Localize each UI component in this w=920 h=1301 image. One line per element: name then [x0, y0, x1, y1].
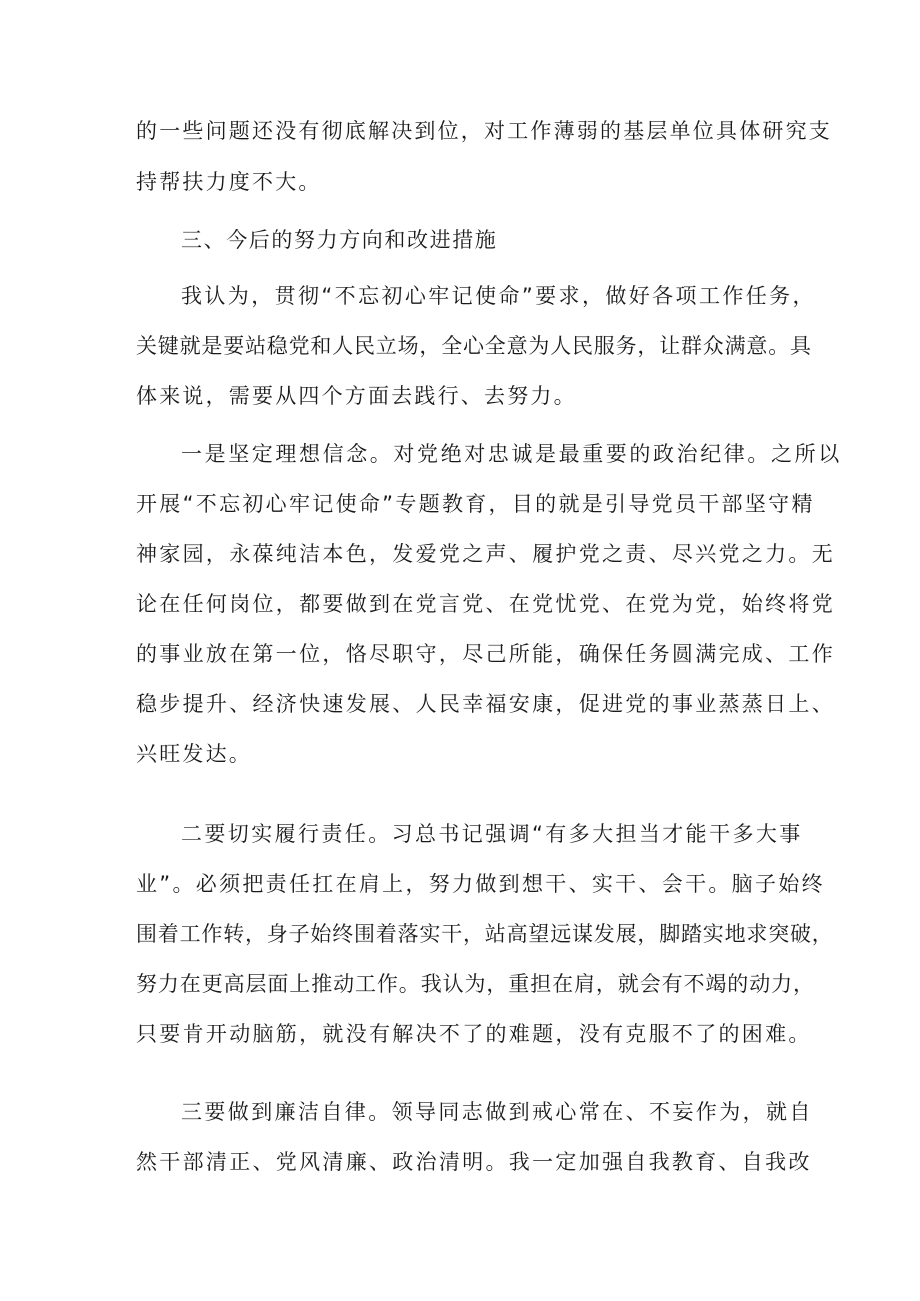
paragraph-line: 神家园，永葆纯洁本色，发爱党之声、履护党之责、尽兴党之力。无 — [136, 542, 835, 566]
paragraph-line: 三要做到廉洁自律。领导同志做到戒心常在、不妄作为，就自 — [181, 1100, 813, 1124]
paragraph-line: 努力在更高层面上推动工作。我认为，重担在肩，就会有不竭的动力， — [136, 972, 815, 996]
paragraph-line: 开展“不忘初心牢记使命”专题教育，目的就是引导党员干部坚守精 — [136, 492, 815, 516]
paragraph-line: 业”。必须把责任扛在肩上，努力做到想干、实干、会干。脑子始终 — [136, 872, 825, 896]
paragraph-line: 然干部清正、党风清廉、政治清明。我一定加强自我教育、自我改 — [136, 1150, 812, 1174]
paragraph-line: 的事业放在第一位，恪尽职守，尽己所能，确保任务圆满完成、工作 — [136, 642, 835, 666]
intro-line: 的一些问题还没有彻底解决到位，对工作薄弱的基层单位具体研究支 — [136, 119, 832, 143]
section-heading: 三、今后的努力方向和改进措施 — [181, 228, 498, 252]
paragraph-line: 只要肯开动脑筋，就没有解决不了的难题，没有克服不了的困难。 — [136, 1022, 812, 1046]
intro-line: 持帮扶力度不大。 — [136, 170, 322, 194]
paragraph-line: 稳步提升、经济快速发展、人民幸福安康，促进党的事业蒸蒸日上、 — [136, 692, 835, 716]
paragraph-line: 兴旺发达。 — [136, 742, 252, 766]
paragraph-line: 体来说，需要从四个方面去践行、去努力。 — [136, 384, 577, 408]
paragraph-line: 我认为，贯彻“不忘初心牢记使命”要求，做好各项工作任务， — [181, 284, 816, 308]
paragraph-line: 二要切实履行责任。习总书记强调“有多大担当才能干多大事 — [181, 822, 803, 846]
paragraph-line: 围着工作转，身子始终围着落实干，站高望远谋发展，脚踏实地求突破， — [136, 922, 834, 946]
paragraph-line: 关键就是要站稳党和人民立场，全心全意为人民服务，让群众满意。具 — [136, 334, 812, 358]
paragraph-line: 一是坚定理想信念。对党绝对忠诚是最重要的政治纪律。之所以 — [181, 442, 842, 466]
paragraph-line: 论在任何岗位，都要做到在党言党、在党忧党、在党为党，始终将党 — [136, 592, 835, 616]
